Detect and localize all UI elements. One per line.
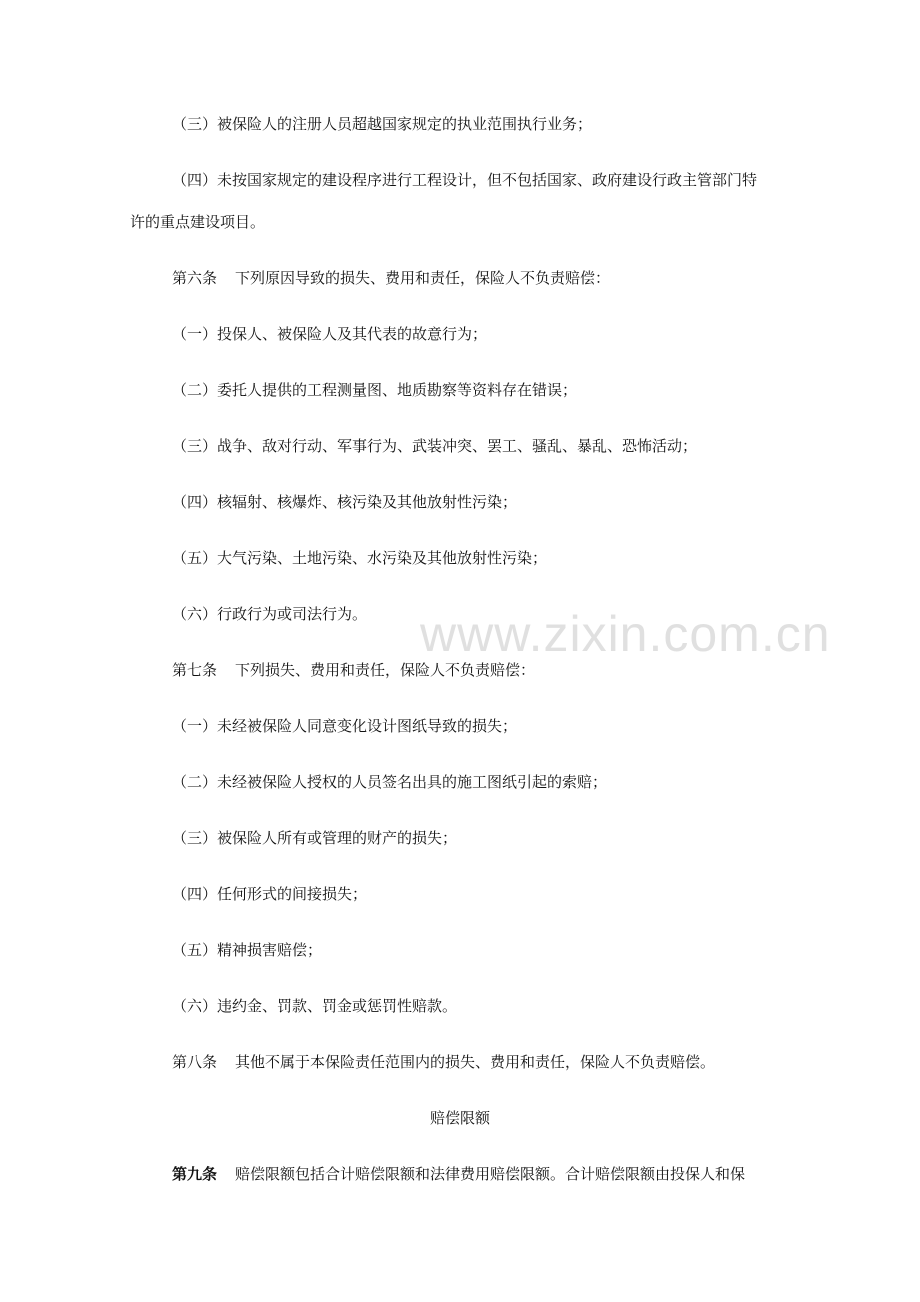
watermark: www.zixin.com.cn <box>420 606 831 662</box>
article-7-item-5: （五）精神损害赔偿； <box>172 941 323 959</box>
article-6-item-3: （三）战争、敌对行动、军事行为、武装冲突、罢工、骚乱、暴乱、恐怖活动； <box>172 437 698 455</box>
article-7 <box>172 660 790 680</box>
section-heading: 赔偿限额 <box>429 1109 490 1127</box>
article-7-number: 第七条 <box>172 661 218 679</box>
article-9-text: 赔偿限额包括合计赔偿限额和法律费用赔偿限额。合计赔偿限额由投保人和保 <box>235 1165 746 1183</box>
article-6-item-6: （六）行政行为或司法行为。 <box>172 605 368 623</box>
article-6 <box>172 268 790 288</box>
article-9-number: 第九条 <box>172 1165 218 1183</box>
article-6-number: 第六条 <box>172 269 218 287</box>
article-7-item-4: （四）任何形式的间接损失； <box>172 885 368 903</box>
article-6-item-5: （五）大气污染、土地污染、水污染及其他放射性污染； <box>172 549 548 567</box>
article-7-item-2: （二）未经被保险人授权的人员签名出具的施工图纸引起的索赔； <box>172 773 608 791</box>
article-7-text: 下列损失、费用和责任，保险人不负责赔偿： <box>235 661 536 679</box>
item-3-registered-personnel: （三）被保险人的注册人员超越国家规定的执业范围执行业务； <box>172 115 593 133</box>
article-6-text: 下列原因导致的损失、费用和责任，保险人不负责赔偿： <box>235 269 611 287</box>
item-4-construction-procedure: （四）未按国家规定的建设程序进行工程设计，但不包括国家、政府建设行政主管部门特 <box>172 171 758 189</box>
article-6-item-4: （四）核辐射、核爆炸、核污染及其他放射性污染； <box>172 493 518 511</box>
article-8-text: 其他不属于本保险责任范围内的损失、费用和责任，保险人不负责赔偿。 <box>235 1053 716 1071</box>
article-7-item-6: （六）违约金、罚款、罚金或惩罚性赔款。 <box>172 997 458 1015</box>
item-4-continuation: 许的重点建设项目。 <box>130 213 266 231</box>
article-6-item-1: （一）投保人、被保险人及其代表的故意行为； <box>172 325 488 343</box>
article-7-item-1: （一）未经被保险人同意变化设计图纸导致的损失； <box>172 717 518 735</box>
article-8 <box>172 1052 790 1072</box>
article-9 <box>172 1164 790 1184</box>
article-6-item-2: （二）委托人提供的工程测量图、地质勘察等资料存在错误； <box>172 381 578 399</box>
article-7-item-3: （三）被保险人所有或管理的财产的损失； <box>172 829 458 847</box>
article-8-number: 第八条 <box>172 1053 218 1071</box>
